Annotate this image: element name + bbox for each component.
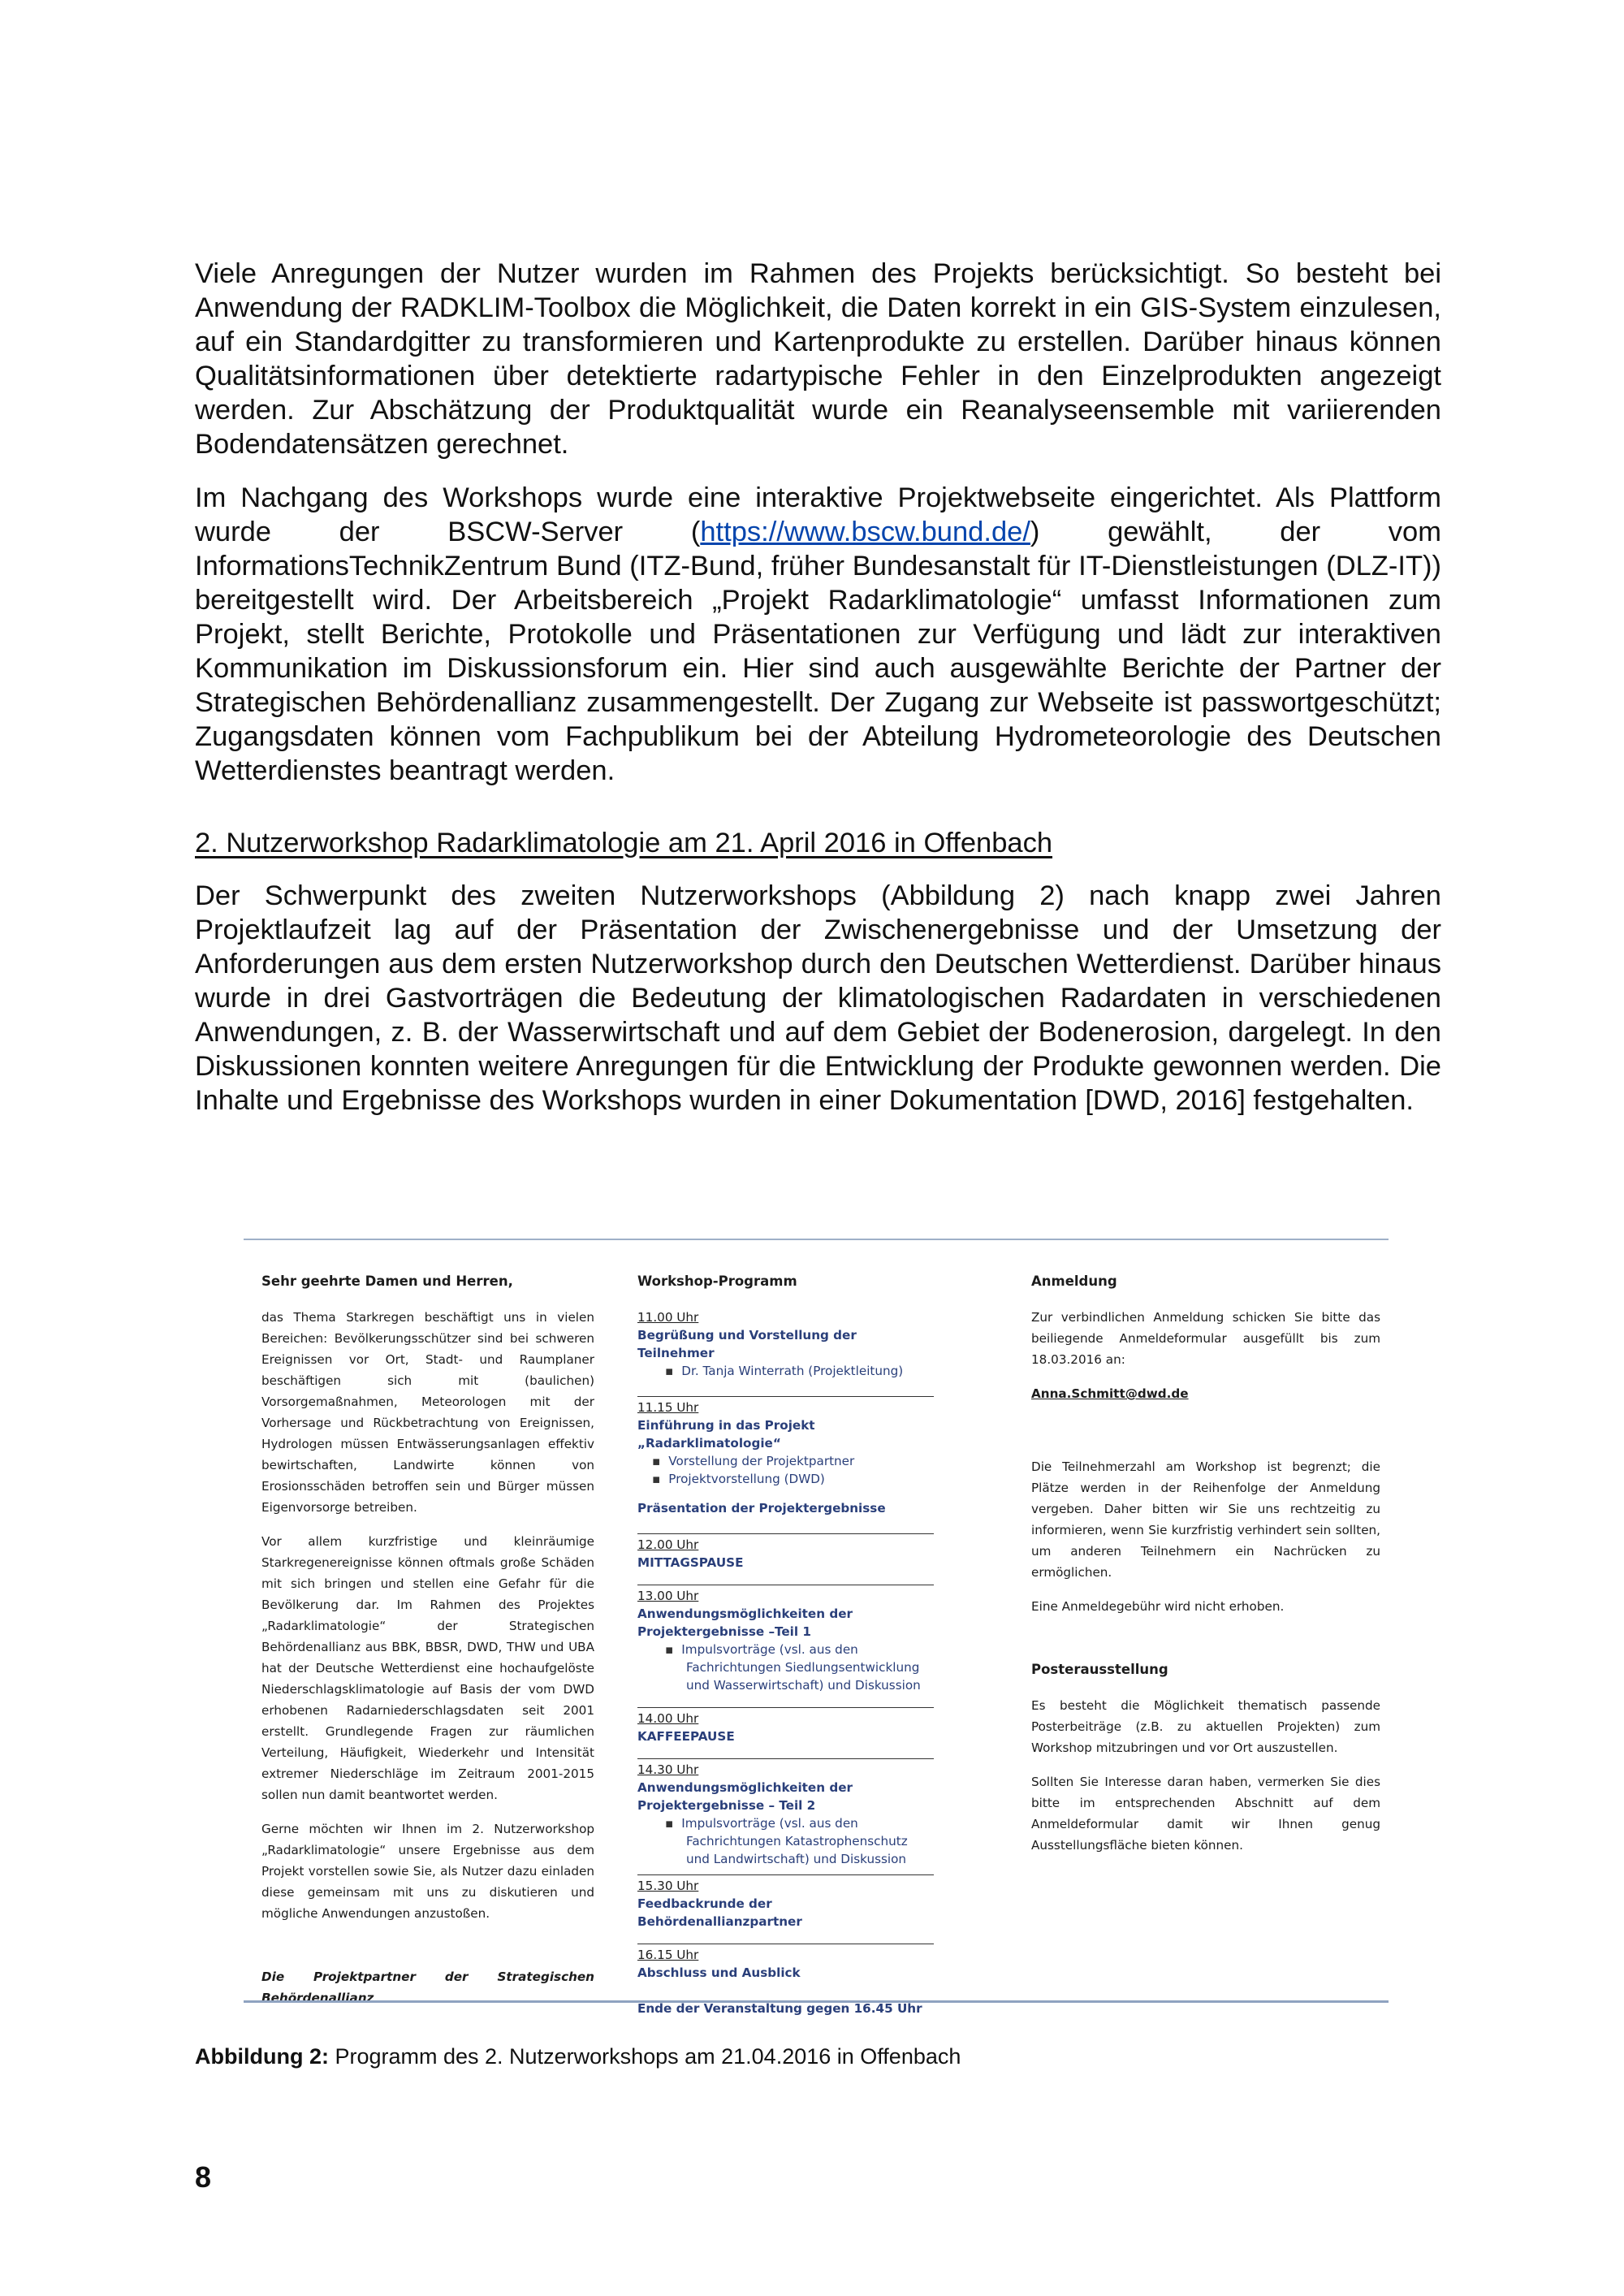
program-subitem: ▪ Projektvorstellung (DWD) — [637, 1470, 934, 1488]
program-time: 14.30 Uhr — [637, 1762, 699, 1777]
bscw-server-link[interactable]: https://www.bscw.bund.de/ — [700, 517, 1030, 547]
figure-caption — [195, 2043, 961, 2070]
figure-bottom-rule — [244, 2000, 1389, 2003]
program-title: Einführung in das Projekt „Radarklimatologie“ — [637, 1418, 815, 1451]
program-item — [637, 1707, 934, 1745]
paragraph-project-website-intro: Im Nachgang des Workshops wurde eine interaktive Projektwebseite eingerichtet. Als Plattform wurde der BSCW-Server ( — [195, 482, 1441, 547]
flyer-intro-paragraph: das Thema Starkregen beschäftigt uns in vielen Bereichen: Bevölkerungsschützer sind bei schweren Ereignissen vor Ort, Stadt- und Raumplaner beschäftigen sich mit (baulichen) Vorsorgemaßnahmen, Meteorologen mit der Vorhersage und Rückbetrachtung von Ereignissen, Hydrologen müssen Entwässerungsanlagen effektiv bewirtschaften, Landwirte können von Erosionsschäden betroffen sein und Bürger müssen Eigenvorsorge betreiben. — [261, 1310, 594, 1515]
registration-fee-text: Eine Anmeldegebühr wird nicht erhoben. — [1031, 1599, 1285, 1614]
section-heading: 2. Nutzerworkshop Radarklimatologie am 21. April 2016 in Offenbach — [195, 828, 1053, 858]
program-time: 12.00 Uhr — [637, 1537, 699, 1552]
program-item — [637, 1874, 934, 1931]
flyer-left-column — [261, 1273, 594, 2021]
program-title: KAFFEEPAUSE — [637, 1729, 735, 1744]
registration-text: Zur verbindlichen Anmeldung schicken Sie bitte das beiliegende Anmeldeformular ausgefüllt bis zum 18.03.2016 an: — [1031, 1310, 1380, 1367]
program-time: 11.00 Uhr — [637, 1310, 699, 1325]
program-title: MITTAGSPAUSE — [637, 1555, 744, 1570]
participant-limit-text: Die Teilnehmerzahl am Workshop ist begrenzt; die Plätze werden in der Reihenfolge der Anmeldung vergeben. Daher bitten wir Sie uns rechtzeitig zu informieren, wenn Sie kurzfristig verhindert sein sollten, um anderen Teilnehmern ein Nachrücken zu ermöglichen. — [1031, 1459, 1380, 1580]
program-item — [637, 1944, 934, 1982]
program-title: Feedbackrunde der Behördenallianzpartner — [637, 1896, 802, 1929]
flyer-program-column — [637, 1273, 934, 2017]
registration-email: Anna.Schmitt@dwd.de — [1031, 1386, 1189, 1401]
program-time: 11.15 Uhr — [637, 1400, 699, 1415]
program-title: Abschluss und Ausblick — [637, 1965, 801, 1980]
program-item — [637, 1585, 934, 1694]
flyer-signature: Die Projektpartner der Strategischen Behördenallianz — [261, 1970, 594, 2005]
flyer-project-paragraph: Vor allem kurzfristige und kleinräumige Starkregenereignisse können oftmals große Schäden mit sich bringen und stellen eine Gefahr für die Bevölkerung dar. Im Rahmen des Projektes „Radarklimatologie“ der Strategischen Behördenallianz aus BBK, BBSR, DWD, THW und UBA hat der Deutsche Wetterdienst eine hochaufgelöste Niederschlagsklimatologie auf Basis der vom DWD erhobenen Radarniederschlagsdaten seit 2001 erstellt. Grundlegende Fragen zur räumlichen Verteilung, Häufigkeit, Wiederkehr und Intensität extremer Niederschläge im Zeitraum 2001-2015 sollen nun damit beantwortet werden. — [261, 1534, 594, 1802]
program-subitem: ▪ Impulsvorträge (vsl. aus den Fachrichtungen Siedlungsentwicklung und Wasserwirtschaft) und Diskussion — [637, 1641, 934, 1694]
figure-caption-label: Abbildung 2: — [195, 2044, 329, 2069]
program-time: 14.00 Uhr — [637, 1711, 699, 1726]
workshop-flyer-figure — [244, 1214, 1389, 2016]
program-title: Anwendungsmöglichkeiten der Projektergebnisse –Teil 1 — [637, 1606, 853, 1639]
registration-heading: Anmeldung — [1031, 1273, 1117, 1289]
program-item — [637, 1533, 934, 1572]
program-standalone-item: Präsentation der Projektergebnisse — [637, 1501, 886, 1516]
program-time: 15.30 Uhr — [637, 1879, 699, 1893]
paragraph-radklim-toolbox: Viele Anregungen der Nutzer wurden im Rahmen des Projekts berücksichtigt. So besteht bei Anwendung der RADKLIM-Toolbox die Möglichkeit, die Daten korrekt in ein GIS-System einzulesen, auf ein Standardgitter zu transformieren und Kartenprodukte zu erstellen. Darüber hinaus können Qualitätsinformationen über detektierte radartypische Fehler in den Einzelprodukten angezeigt werden. Zur Abschätzung der Produktqualität wurde ein Reanalyseensemble mit variierenden Bodendatensätzen gerechnet. — [195, 258, 1441, 460]
flyer-greeting: Sehr geehrte Damen und Herren, — [261, 1273, 513, 1289]
program-heading: Workshop-Programm — [637, 1273, 797, 1289]
program-item — [637, 1396, 934, 1488]
program-time: 16.15 Uhr — [637, 1948, 699, 1962]
poster-interest-text: Sollten Sie Interesse daran haben, vermerken Sie dies bitte im entsprechenden Abschnitt auf dem Anmeldeformular damit wir Ihnen genug Ausstellungsfläche bieten können. — [1031, 1775, 1380, 1853]
program-end: Ende der Veranstaltung gegen 16.45 Uhr — [637, 2001, 922, 2016]
program-subitem: ▪ Vorstellung der Projektpartner — [637, 1452, 934, 1470]
figure-top-rule — [244, 1239, 1389, 1240]
flyer-right-column — [1031, 1273, 1380, 1869]
program-subitem: ▪ Dr. Tanja Winterrath (Projektleitung) — [637, 1362, 934, 1380]
poster-heading: Posterausstellung — [1031, 1662, 1168, 1677]
paragraph-project-website-rest: ) gewählt, der vom InformationsTechnikZentrum Bund (ITZ-Bund, früher Bundesanstalt für IT-Dienstleistungen (DLZ-IT)) bereitgestellt wird. Der Arbeitsbereich „Projekt Radarklimatologie“ umfasst Informationen zum Projekt, stellt Berichte, Protokolle und Präsentationen zur Verfügung und lädt zur interaktiven Kommunikation im Diskussionsforum ein. Hier sind auch ausgewählte Berichte der Partner der Strategischen Behördenallianz zusammengestellt. Der Zugang zur Webseite ist passwortgeschützt; Zugangsdaten können vom Fachpublikum bei der Abteilung Hydrometeorologie des Deutschen Wetterdienstes beantragt werden. — [195, 517, 1441, 786]
paragraph-project-website — [195, 481, 1441, 788]
program-title: Anwendungsmöglichkeiten der Projektergebnisse – Teil 2 — [637, 1780, 853, 1813]
program-subitem: ▪ Impulsvorträge (vsl. aus den Fachrichtungen Katastrophenschutz und Landwirtschaft) und Diskussion — [637, 1814, 934, 1868]
page-number: 8 — [195, 2160, 212, 2194]
poster-text: Es besteht die Möglichkeit thematisch passende Posterbeiträge (z.B. zu aktuellen Projekten) zum Workshop mitzubringen und vor Ort auszustellen. — [1031, 1698, 1380, 1755]
paragraph-second-workshop: Der Schwerpunkt des zweiten Nutzerworkshops (Abbildung 2) nach knapp zwei Jahren Projektlaufzeit lag auf der Präsentation der Zwischenergebnisse und der Umsetzung der Anforderungen aus dem ersten Nutzerworkshop durch den Deutschen Wetterdienst. Darüber hinaus wurde in drei Gastvorträgen die Bedeutung der klimatologischen Radardaten in verschiedenen Anwendungen, z. B. der Wasserwirtschaft und auf dem Gebiet der Bodenerosion, dargelegt. In den Diskussionen konnten weitere Anregungen für die Entwicklung der Produkte gewonnen werden. Die Inhalte und Ergebnisse des Workshops wurden in einer Dokumentation [DWD, 2016] festgehalten. — [195, 880, 1441, 1116]
program-time: 13.00 Uhr — [637, 1589, 699, 1603]
program-item — [637, 1307, 934, 1380]
program-item — [637, 1758, 934, 1868]
flyer-invitation-paragraph: Gerne möchten wir Ihnen im 2. Nutzerworkshop „Radarklimatologie“ unsere Ergebnisse aus dem Projekt vorstellen sowie Sie, als Nutzer dazu einladen diese gemeinsam mit uns zu diskutieren und mögliche Anwendungen anzustoßen. — [261, 1822, 594, 1921]
figure-caption-text: Programm des 2. Nutzerworkshops am 21.04.2016 in Offenbach — [328, 2044, 961, 2069]
program-title: Begrüßung und Vorstellung der Teilnehmer — [637, 1328, 857, 1360]
